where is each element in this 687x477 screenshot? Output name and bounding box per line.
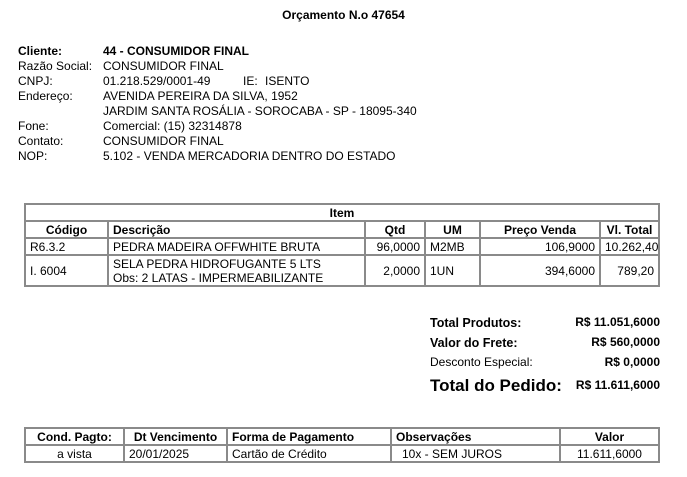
cell-cond: a vista — [25, 445, 124, 462]
razao-value: CONSUMIDOR FINAL — [103, 59, 224, 73]
cell-total: 789,20 — [600, 255, 659, 286]
col-header: Cond. Pagto: — [25, 428, 124, 445]
fone-value: Comercial: (15) 32314878 — [103, 119, 242, 133]
table-row — [25, 255, 659, 286]
total-produtos-value: R$ 11.051,6000 — [575, 315, 660, 329]
cliente-label: Cliente: — [18, 44, 63, 58]
cell-codigo: I. 6004 — [25, 255, 108, 286]
payment-table — [24, 427, 660, 463]
cell-total: 10.262,40 — [600, 238, 659, 255]
col-header: UM — [425, 221, 480, 238]
cnpj-label: CNPJ: — [18, 74, 53, 88]
razao-label: Razão Social: — [18, 59, 93, 73]
endereco-label: Endereço: — [18, 89, 73, 103]
cell-qtd: 2,0000 — [365, 255, 425, 286]
cliente-value: 44 - CONSUMIDOR FINAL — [103, 44, 250, 58]
cell-valor: 11.611,6000 — [560, 445, 659, 462]
fone-label: Fone: — [18, 119, 49, 133]
cell-forma: Cartão de Crédito — [227, 445, 391, 462]
table-row — [25, 445, 659, 462]
total-pedido-label: Total do Pedido: — [430, 376, 562, 395]
cell-descricao — [108, 255, 365, 286]
ie-label: IE: — [243, 74, 258, 88]
col-header: Dt Vencimento — [124, 428, 227, 445]
nop-label: NOP: — [18, 149, 48, 163]
contato-label: Contato: — [18, 134, 64, 148]
cell-um: M2MB — [425, 238, 480, 255]
col-header: Vl. Total — [600, 221, 659, 238]
page-title: Orçamento N.o 47654 — [282, 8, 405, 22]
col-header: Preço Venda — [480, 221, 600, 238]
col-header: Forma de Pagamento — [227, 428, 391, 445]
cell-codigo: R6.3.2 — [25, 238, 108, 255]
cell-qtd: 96,0000 — [365, 238, 425, 255]
endereco-line1: AVENIDA PEREIRA DA SILVA, 1952 — [103, 89, 298, 103]
col-header: Descrição — [108, 221, 365, 238]
frete-label: Valor do Frete: — [430, 336, 518, 350]
col-header: Código — [25, 221, 108, 238]
col-header: Observações — [391, 428, 560, 445]
frete-value: R$ 560,0000 — [591, 335, 660, 349]
cnpj-value: 01.218.529/0001-49 — [103, 74, 211, 88]
cell-descricao: PEDRA MADEIRA OFFWHITE BRUTA — [108, 238, 365, 255]
col-header: Valor — [560, 428, 659, 445]
cell-um: 1UN — [425, 255, 480, 286]
contato-value: CONSUMIDOR FINAL — [103, 134, 224, 148]
desconto-value: R$ 0,0000 — [604, 355, 660, 369]
items-table — [24, 203, 660, 287]
total-produtos-label: Total Produtos: — [430, 316, 522, 330]
cell-preco: 106,9000 — [480, 238, 600, 255]
endereco-line2: JARDIM SANTA ROSÁLIA - SOROCABA - SP - 18095-340 — [103, 104, 417, 118]
cell-vencimento: 20/01/2025 — [124, 445, 227, 462]
ie-value: ISENTO — [265, 74, 310, 88]
desconto-label: Desconto Especial: — [430, 355, 533, 369]
descricao-text: SELA PEDRA HIDROFUGANTE 5 LTS — [113, 256, 321, 271]
col-header: Qtd — [365, 221, 425, 238]
descricao-obs: Obs: 2 LATAS - IMPERMEABILIZANTE — [113, 270, 324, 285]
items-caption: Item — [25, 204, 659, 221]
nop-value: 5.102 - VENDA MERCADORIA DENTRO DO ESTADO — [103, 149, 396, 163]
table-row — [25, 238, 659, 255]
total-pedido-value: R$ 11.611,6000 — [575, 378, 660, 392]
cell-obs: 10x - SEM JUROS — [391, 445, 560, 462]
cell-preco: 394,6000 — [480, 255, 600, 286]
